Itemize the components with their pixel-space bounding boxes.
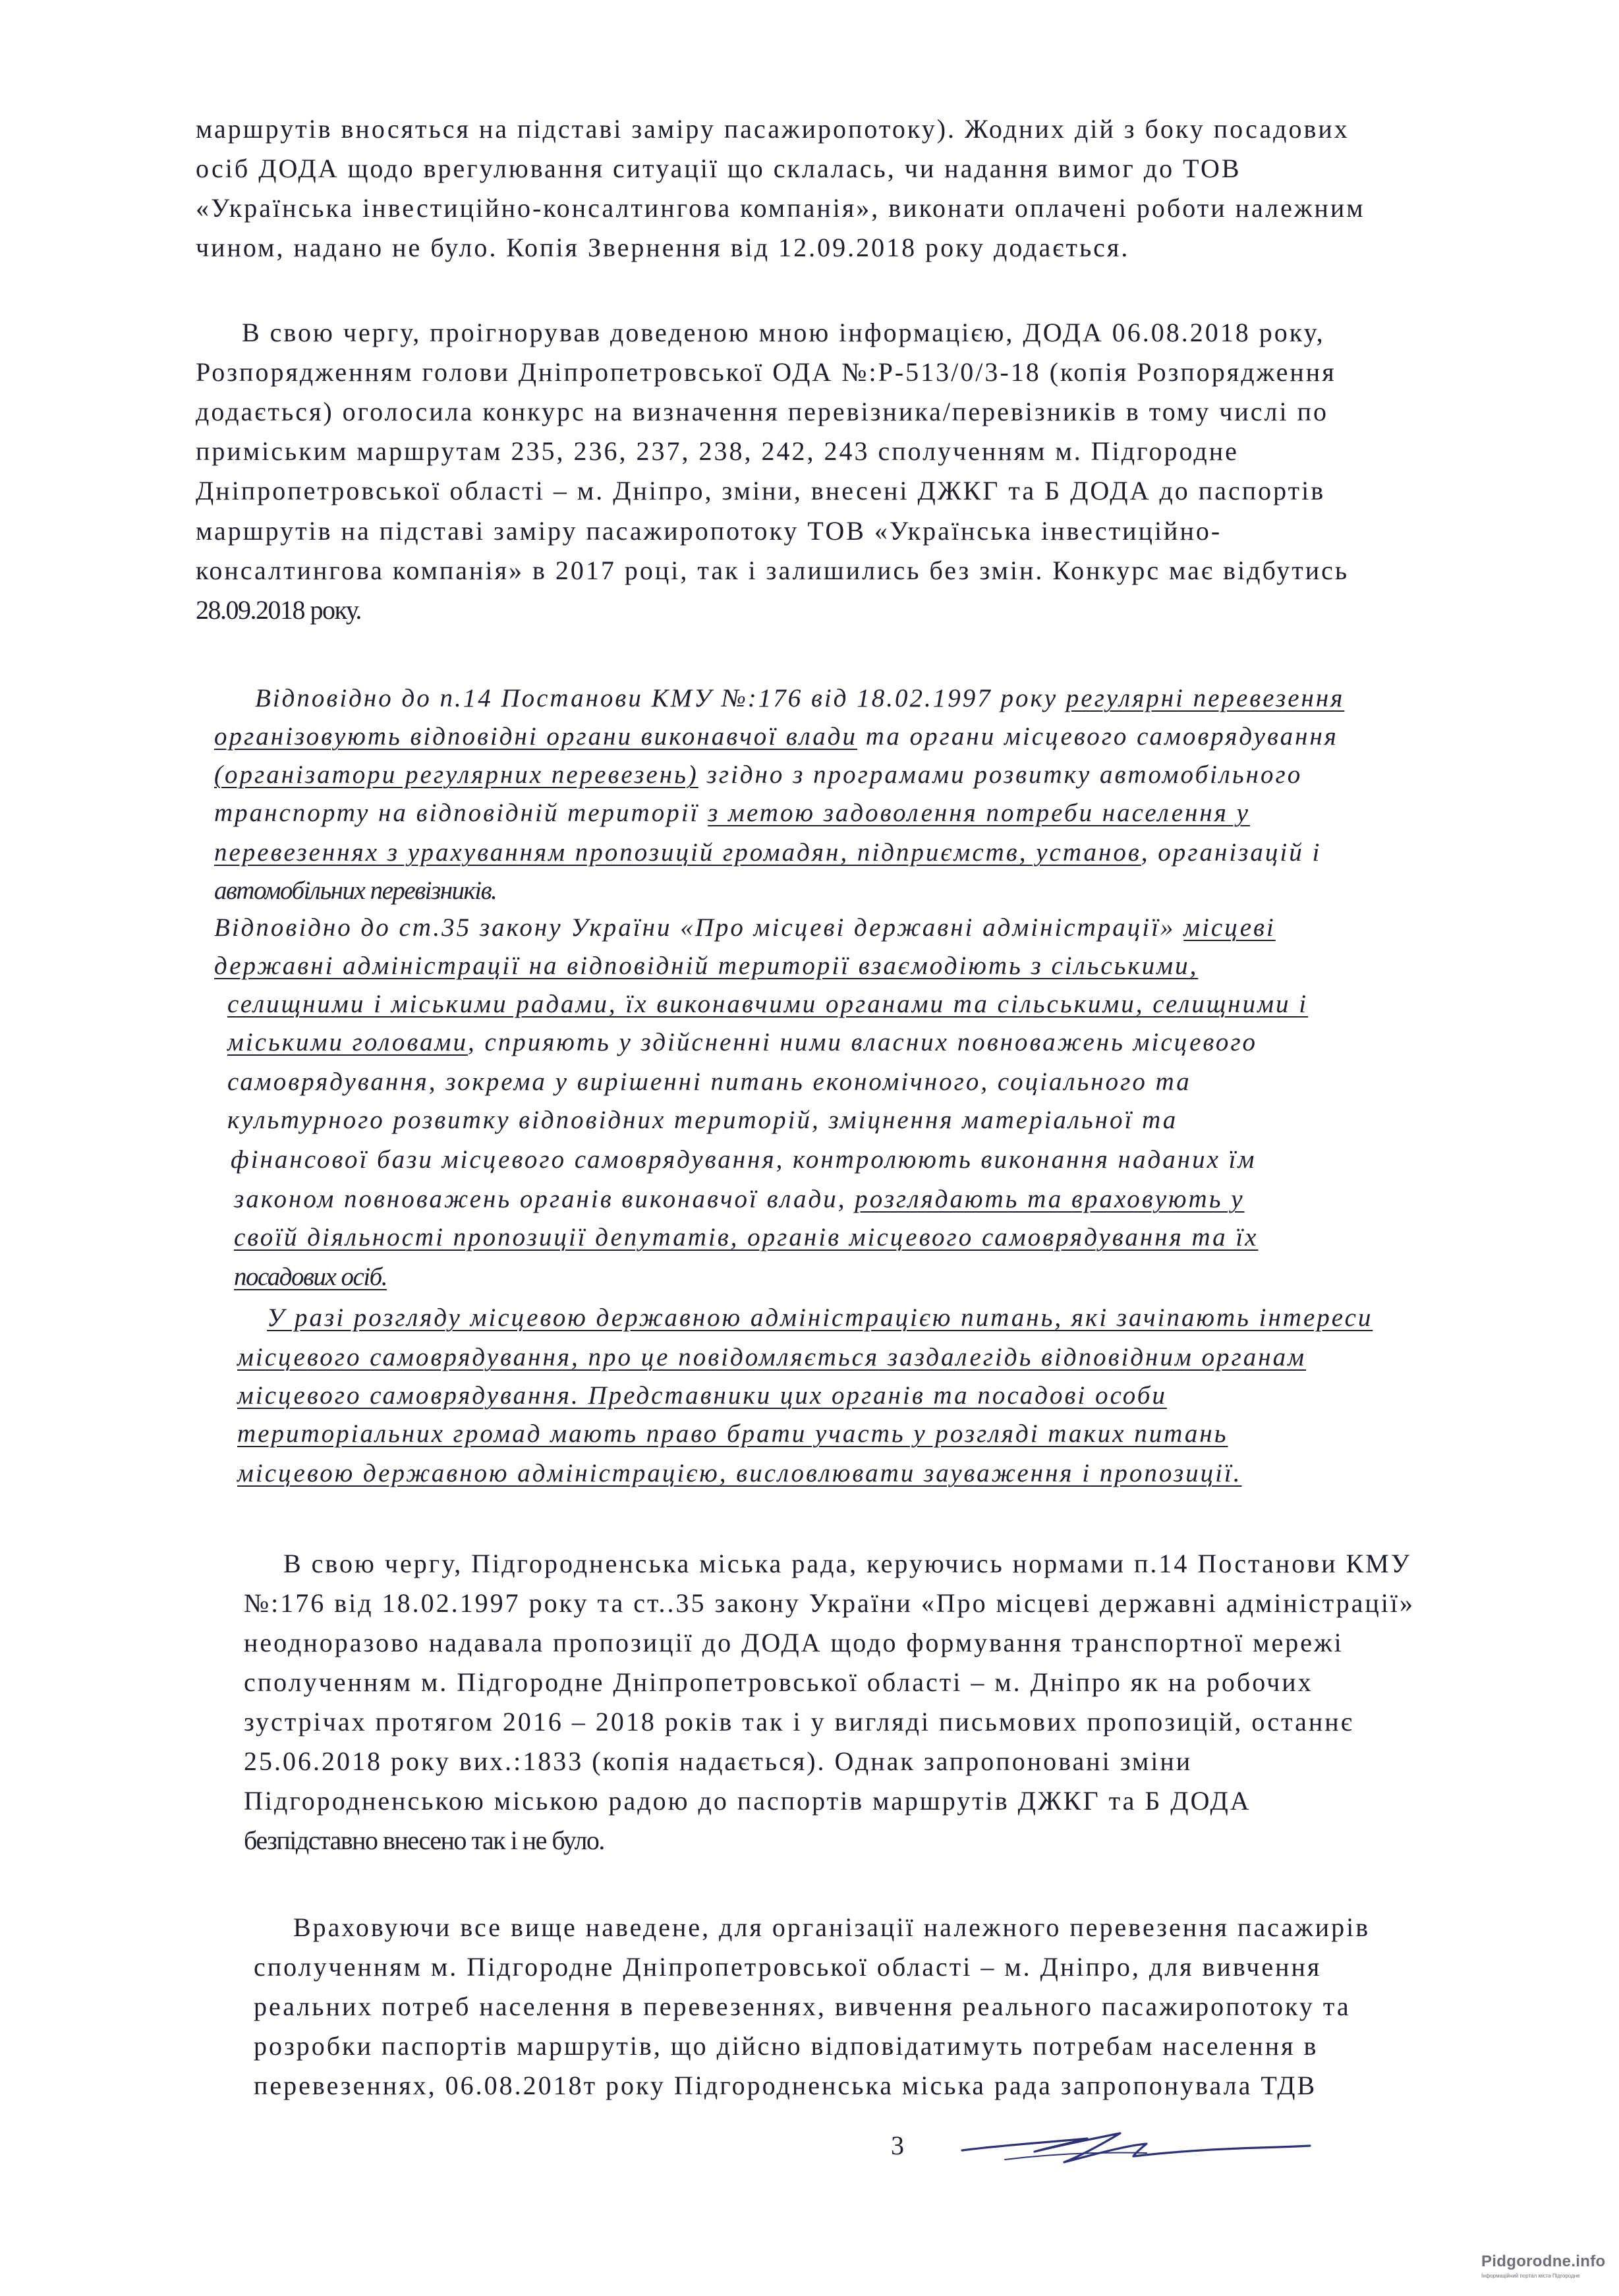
text-segment: та органи місцевого самоврядування xyxy=(865,722,1338,751)
text-segment: фінансової бази місцевого самоврядування, контролюють виконання наданих їм xyxy=(231,1145,1257,1174)
site-watermark xyxy=(1481,2253,1613,2289)
text-line xyxy=(227,991,1308,1017)
text-segment: Відповідно до ст.35 закону України «Про місцеві державні адміністрації» xyxy=(214,913,1184,942)
underlined-text: селищними і міськими радами, їх виконавчими органами та сільськими, селищними і xyxy=(227,990,1309,1018)
text-line xyxy=(254,2033,1318,2059)
text-segment: самоврядування, зокрема у вирішенні питань економічного, соціального та xyxy=(227,1068,1191,1096)
underlined-text: місцевого самоврядування. Представники цих органів та посадові особи xyxy=(237,1381,1167,1410)
text-segment: Дніпропетровської області – м. Дніпро, зміни, внесені ДЖКГ та Б ДОДА до паспортів xyxy=(196,476,1326,505)
text-line xyxy=(214,800,1250,826)
text-line xyxy=(244,1590,1415,1617)
text-line xyxy=(227,1029,1257,1055)
text-line xyxy=(244,1748,1192,1775)
text-line xyxy=(196,195,1365,221)
page-number: 3 xyxy=(891,2131,904,2160)
underlined-text: перевезеннях з урахуванням пропозицій громадян, підприємств, установ xyxy=(214,838,1141,867)
text-line xyxy=(227,1107,1178,1133)
text-line xyxy=(244,1827,604,1854)
text-segment: Підгородненською міською радою до паспортів маршрутів ДЖКГ та Б ДОДА xyxy=(244,1786,1251,1816)
text-segment: , організацій і xyxy=(1141,838,1322,867)
text-line xyxy=(196,399,1328,425)
text-segment: зустрічах протягом 2016 – 2018 років так і у вигляді письмових пропозицій, останнє xyxy=(244,1707,1354,1736)
text-line xyxy=(283,1551,1411,1577)
text-segment: В свою чергу, Підгородненська міська рада, керуючись нормами п.14 Постанови КМУ xyxy=(283,1549,1412,1578)
underlined-text: розглядають та враховують у xyxy=(855,1185,1245,1213)
text-segment: згідно з програмами розвитку автомобільного xyxy=(698,761,1303,789)
text-segment: Враховуючи все вище наведене, для організації належного перевезення пасажирів xyxy=(293,1912,1371,1942)
text-segment: сполученням м. Підгородне Дніпропетровської області – м. Дніпро, для вивчення xyxy=(254,1952,1322,1982)
text-line xyxy=(234,1264,387,1290)
text-segment: безпідставно внесено так і не було. xyxy=(244,1825,604,1855)
text-segment: , сприяють у здійсненні ними власних повноважень місцевого xyxy=(467,1028,1258,1056)
text-line xyxy=(196,116,1349,142)
text-line xyxy=(237,1460,1242,1486)
text-line xyxy=(214,724,1338,749)
text-line xyxy=(231,1147,1256,1172)
text-line xyxy=(214,878,496,904)
text-segment: сполученням м. Підгородне Дніпропетровської області – м. Дніпро як на робочих xyxy=(244,1667,1313,1697)
handwritten-signature xyxy=(949,2119,1318,2178)
text-line xyxy=(234,1224,1259,1250)
underlined-text: У разі розгляду місцевою державною адміністрацією питань, які зачіпають інтереси xyxy=(267,1304,1373,1332)
text-line xyxy=(214,915,1276,940)
text-segment: осіб ДОДА щодо врегулювання ситуації що склалась, чи надання вимог до ТОВ xyxy=(196,154,1241,183)
text-segment: маршрутів на підставі заміру пасажиропотоку ТОВ «Українська інвестиційно- xyxy=(196,516,1222,546)
text-segment: розробки паспортів маршрутів, що дійсно відповідатимуть потребам населення в xyxy=(254,2031,1319,2061)
text-segment: культурного розвитку відповідних територій, зміцнення матеріальної та xyxy=(227,1106,1178,1134)
text-line xyxy=(237,1421,1228,1447)
text-line xyxy=(196,156,1241,182)
text-line xyxy=(196,597,361,623)
text-segment: 28.09.2018 року. xyxy=(196,595,361,625)
text-segment: неодноразово надавала пропозиції до ДОДА щодо формування транспортної мережі xyxy=(244,1628,1344,1657)
text-segment: консалтингова компанія» в 2017 році, так і залишились без змін. Конкурс має відбутись xyxy=(196,556,1349,585)
text-line xyxy=(244,1669,1313,1696)
text-segment: В свою чергу, проігнорував доведеною мною інформацією, ДОДА 06.08.2018 року, xyxy=(242,318,1325,347)
underlined-text: місцеві xyxy=(1183,913,1276,942)
underlined-text: місцевою державною адміністрацією, висловлювати зауваження і пропозиції. xyxy=(237,1459,1242,1487)
text-segment: законом повноважень органів виконавчої влади, xyxy=(234,1185,855,1213)
text-line xyxy=(196,438,1239,465)
text-line xyxy=(196,235,1129,261)
text-segment xyxy=(857,722,866,751)
text-segment: додається) оголосила конкурс на визначення перевізника/перевізників в тому числі по xyxy=(196,397,1329,426)
watermark-site: Pidgorodne.info xyxy=(1481,2253,1606,2270)
text-line xyxy=(196,518,1222,544)
text-line xyxy=(214,762,1302,788)
text-segment: перевезеннях, 06.08.2018т року Підгородненська міська рада запропонувала ТДВ xyxy=(254,2071,1317,2100)
text-segment: маршрутів вносяться на підставі заміру пасажиропотоку). Жодних дій з боку посадових xyxy=(196,114,1349,144)
text-line xyxy=(237,1344,1306,1370)
text-line xyxy=(237,1383,1167,1408)
text-line xyxy=(234,1186,1245,1212)
text-segment: чином, надано не було. Копія Звернення від 12.09.2018 року додається. xyxy=(196,233,1130,262)
text-line xyxy=(293,1914,1370,1941)
text-segment: реальних потреб населення в перевезеннях, вивчення реального пасажиропотоку та xyxy=(254,1992,1351,2021)
underlined-text: посадових осіб. xyxy=(234,1263,387,1291)
text-line xyxy=(254,1954,1321,1980)
text-line xyxy=(255,685,1344,711)
text-line xyxy=(214,953,1198,979)
underlined-text: (організатори регулярних перевезень) xyxy=(214,761,698,789)
underlined-text: з метою задоволення потреби населення у xyxy=(708,799,1250,827)
text-line xyxy=(254,1994,1351,2020)
underlined-text: регулярні перевезення xyxy=(1065,684,1345,712)
underlined-text: міськими головами xyxy=(227,1028,468,1056)
text-segment: 25.06.2018 року вих.:1833 (копія надається). Однак запропоновані зміни xyxy=(244,1746,1193,1776)
text-line xyxy=(244,1630,1344,1656)
text-line xyxy=(244,1788,1251,1814)
text-line xyxy=(267,1305,1373,1331)
text-line xyxy=(214,840,1321,865)
text-segment: Відповідно до п.14 Постанови КМУ №:176 від 18.02.1997 року xyxy=(255,684,1066,712)
text-line xyxy=(254,2073,1317,2099)
underlined-text: державні адміністрації на відповідній території взаємодіють з сільськими, xyxy=(214,952,1199,980)
text-segment: Розпорядженням голови Дніпропетровської ОДА №:Р-513/0/3-18 (копія Розпорядження xyxy=(196,357,1336,387)
text-line xyxy=(242,320,1325,346)
underlined-text: організовують відповідні органи виконавчої влади xyxy=(214,722,858,751)
text-segment: «Українська інвестиційно-консалтингова компанія», виконати оплачені роботи належним xyxy=(196,193,1365,223)
underlined-text: місцевого самоврядування, про це повідомляється заздалегідь відповідним органам xyxy=(237,1343,1306,1371)
underlined-text: своїй діяльності пропозиції депутатів, органів місцевого самоврядування та їх xyxy=(234,1223,1259,1251)
text-line xyxy=(196,359,1336,386)
text-segment: приміським маршрутам 235, 236, 237, 238, 242, 243 сполученням м. Підгородне xyxy=(196,436,1239,466)
text-line xyxy=(227,1069,1191,1095)
text-segment: автомобільних перевізників. xyxy=(214,876,497,905)
text-segment: транспорту на відповідній території xyxy=(214,799,708,827)
text-line xyxy=(196,558,1349,584)
watermark-tagline: Інформаційний портал міста Підгородне xyxy=(1481,2273,1580,2279)
text-line xyxy=(196,478,1325,504)
text-segment: №:176 від 18.02.1997 року та ст..35 закону України «Про місцеві державні адміністрації» xyxy=(244,1588,1415,1618)
underlined-text: територіальних громад мають право брати участь у розгляді таких питань xyxy=(237,1420,1228,1448)
text-line xyxy=(244,1709,1354,1735)
